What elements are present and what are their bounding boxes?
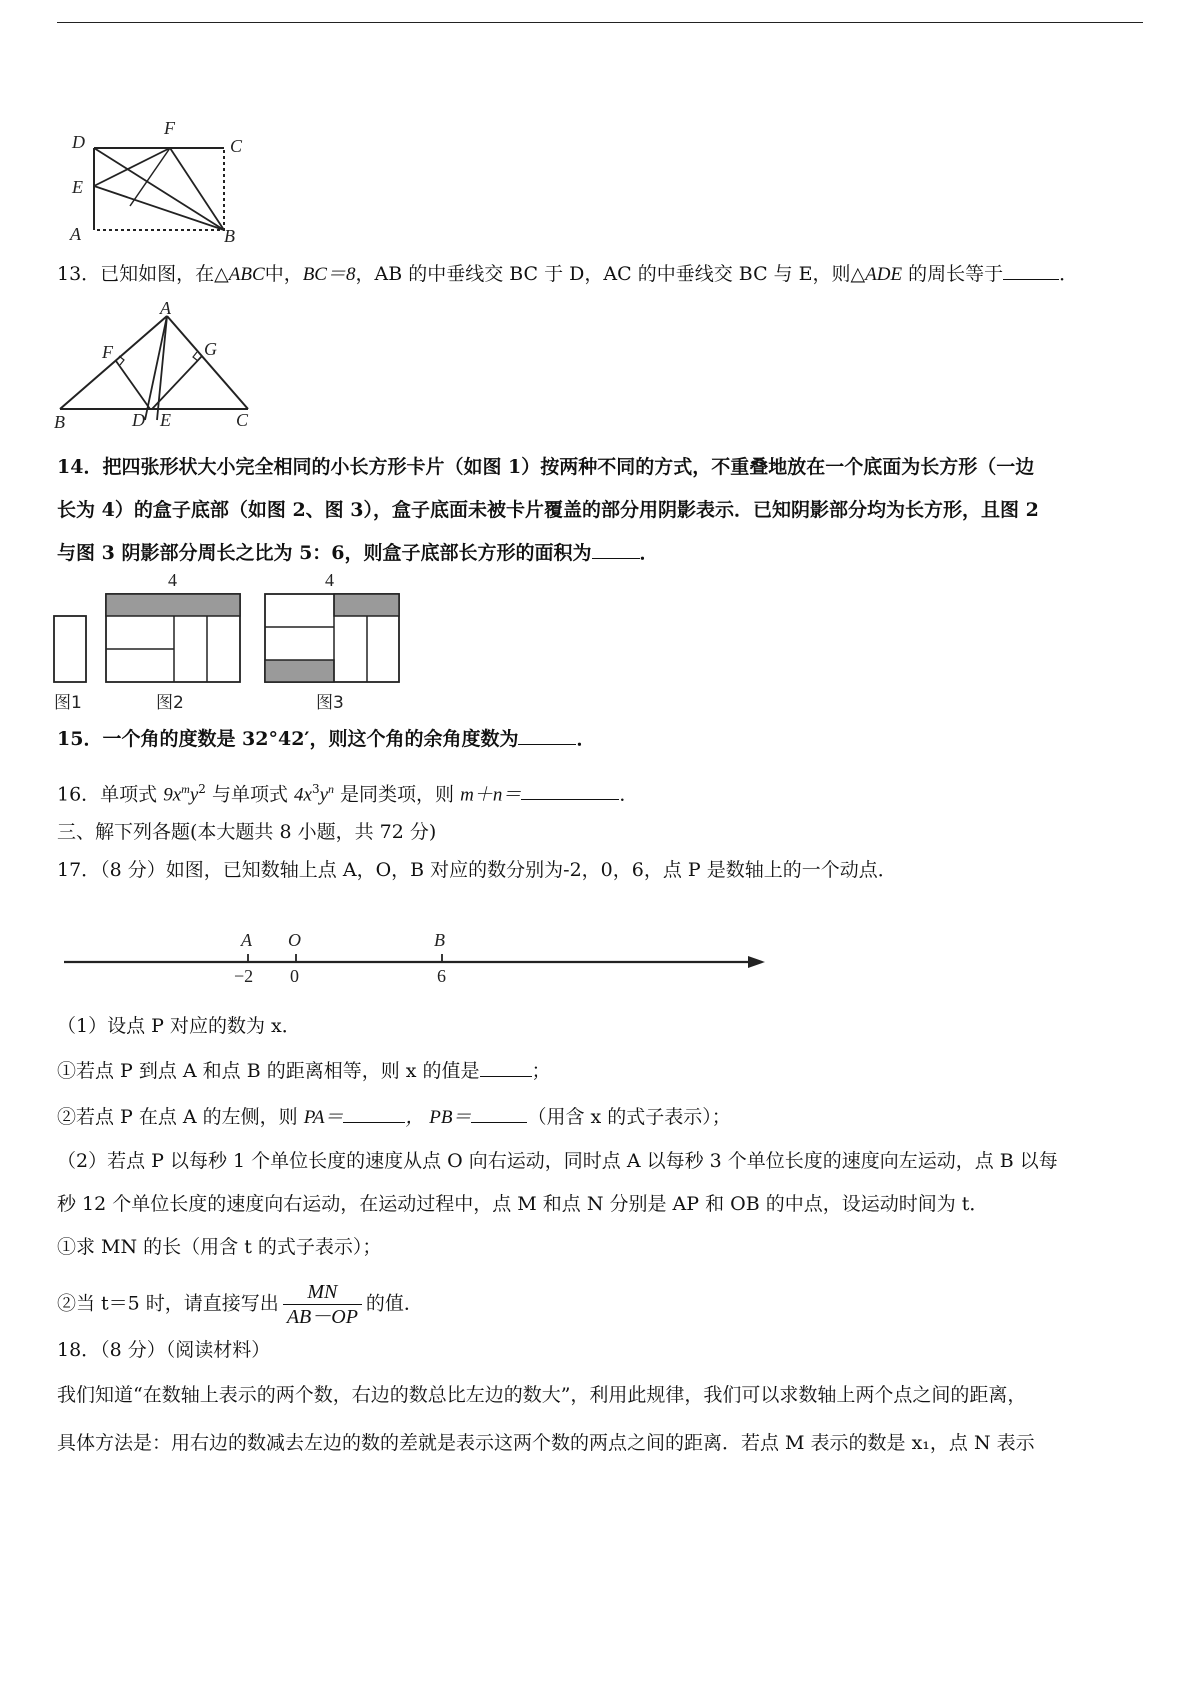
question-15: 15．一个角的度数是 32°42′，则这个角的余角度数为 ． [57,728,596,750]
question-18-head: 18．（8 分）（阅读材料） [57,1339,271,1361]
section-heading: 三、解下列各题(本大题共 8 小题，共 72 分) [57,821,437,843]
length-label-fig3: 4 [325,570,334,590]
figure-rectangle [60,118,260,258]
question-17-part2b: ②当 t＝5 时，请直接写出 $\frac{MN}{AB-OP}$ 的值． [57,1281,423,1328]
label-e: E [72,177,83,197]
question-18-line1: 我们知道“在数轴上表示的两个数，右边的数总比左边的数大”，利用此规律，我们可以求数轴上两个点之间的距离， [57,1384,1027,1406]
label-c: C [236,410,249,430]
answer-blank [1003,261,1059,280]
length-label-fig2: 4 [168,570,177,590]
number-line [60,920,780,990]
question-18-line2: 具体方法是：用右边的数减去左边的数的差就是表示这两个数的两点之间的距离．若点 M 表示的数是 x₁，点 N 表示 [57,1432,1035,1454]
figure-cards [50,568,450,718]
figure-triangle [50,300,270,435]
label-f: F [164,118,175,138]
question-17-part2a: ①求 MN 的长（用含 t 的式子表示）； [57,1236,382,1258]
label-c: C [230,136,243,156]
question-17-part1: （1）设点 P 对应的数为 x． [57,1015,301,1037]
label-a: A [241,930,252,950]
question-17-part1a: ①若点 P 到点 A 和点 B 的距离相等，则 x 的值是 ； [57,1060,551,1082]
fraction: $\frac{MN}{AB-OP}$ [283,1280,362,1329]
question-17-part2-line1: （2）若点 P 以每秒 1 个单位长度的速度从点 O 向右运动，同时点 A 以每秒 3 个单位长度的速度向左运动，点 B 以每 [57,1150,1058,1172]
question-17-part2-line2: 秒 12 个单位长度的速度向右运动，在运动过程中，点 M 和点 N 分别是 AP 和 OB 的中点，设运动时间为 t． [57,1193,989,1215]
caption-fig1: 图1 [54,693,82,713]
label-d: D [72,132,85,152]
question-17-part1b: ②若点 P 在点 A 的左侧，则 PA＝ ， PB＝ （用含 x 的式子表示）； [57,1106,731,1128]
label-a: A [160,298,171,318]
label-b: B [224,226,235,246]
question-16: 16．单项式 $9x^my^2$ 与单项式 $4x^3y^n$ 是同类项，则 m＋n＝ ． [57,782,639,806]
value-b: 6 [437,966,446,986]
label-d: D [132,410,145,430]
label-e: E [160,410,171,430]
caption-fig2: 图2 [156,693,184,713]
question-14-line3: 与图 3 阴影部分周长之比为 5：6，则盒子底部长方形的面积为 ． [57,542,659,564]
label-b: B [54,412,65,432]
value-o: 0 [290,966,299,986]
caption-fig3: 图3 [316,693,344,713]
label-a: A [70,224,81,244]
label-b: B [434,930,445,950]
question-14-line1: 14．把四张形状大小完全相同的小长方形卡片（如图 1）按两种不同的方式，不重叠地放在一个底面为长方形（一边 [57,456,1035,478]
label-o: O [288,930,301,950]
question-13: 13．已知如图，在△ABC中，BC＝8，AB 的中垂线交 BC 于 D，AC 的中垂线交 BC 与 E，则△ADE 的周长等于 ． [57,263,1079,285]
question-17-intro: 17．（8 分）如图，已知数轴上点 A，O，B 对应的数分别为-2，0，6，点 P 是数轴上的一个动点． [57,859,897,881]
value-a: −2 [234,966,254,986]
label-f: F [102,342,113,362]
question-14-line2: 长为 4）的盒子底部（如图 2、图 3），盒子底面未被卡片覆盖的部分用阴影表示．已知阴影部分均为长方形，且图 2 [57,499,1039,521]
top-rule [57,22,1143,23]
label-g: G [204,339,217,359]
